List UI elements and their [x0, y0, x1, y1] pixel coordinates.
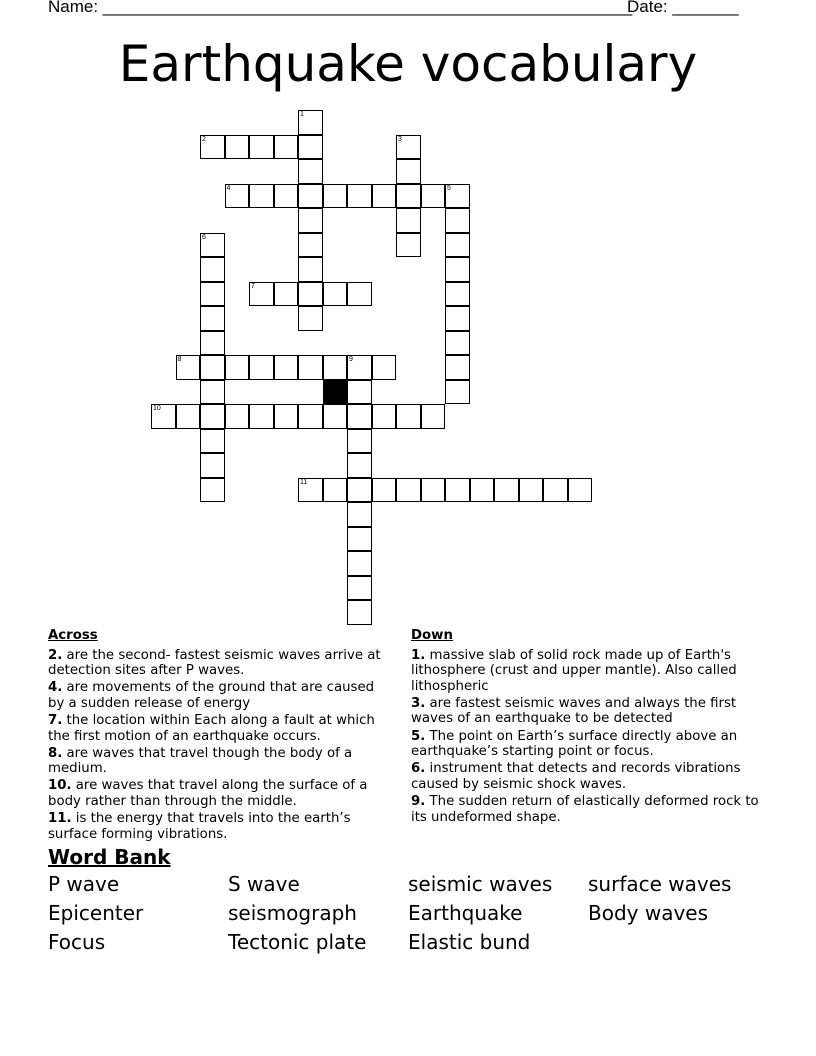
- clue-number-label: 10.: [48, 778, 72, 794]
- clue-number: 4: [226, 184, 231, 192]
- grid-cell[interactable]: [372, 184, 397, 209]
- grid-cell[interactable]: [372, 355, 397, 380]
- clue-number-label: 11.: [48, 811, 72, 827]
- grid-cell[interactable]: [200, 404, 225, 429]
- down-clue: [411, 648, 766, 695]
- down-clue: [411, 696, 766, 727]
- word-bank-item: Body waves: [588, 901, 709, 925]
- grid-cell[interactable]: [274, 404, 299, 429]
- clue-number: 1: [300, 111, 304, 118]
- grid-cell[interactable]: [200, 380, 225, 405]
- down-clues: [411, 628, 766, 827]
- word-bank-item: Earthquake: [408, 901, 523, 925]
- grid-cell[interactable]: [347, 282, 372, 307]
- grid-cell[interactable]: [372, 404, 397, 429]
- grid-cell[interactable]: [347, 600, 372, 625]
- grid-cell[interactable]: [249, 355, 274, 380]
- grid-cell[interactable]: [445, 331, 470, 356]
- clue-text: the location within Each along a fault at which the first motion of an earthquake occurs.: [48, 712, 375, 744]
- grid-cell[interactable]: [347, 576, 372, 601]
- grid-cell[interactable]: [568, 478, 593, 503]
- word-bank-title: Word Bank: [48, 845, 171, 869]
- page-title: Earthquake vocabulary: [118, 35, 698, 93]
- grid-cell[interactable]: [421, 184, 446, 209]
- grid-cell[interactable]: [225, 135, 250, 160]
- black-square: [323, 380, 348, 405]
- clue-number: 3: [398, 135, 402, 143]
- clue-number-label: 4.: [48, 680, 63, 696]
- grid-cell[interactable]: [396, 233, 421, 258]
- grid-cell[interactable]: [372, 478, 397, 503]
- across-clue-list: [48, 648, 393, 843]
- down-clue: [411, 794, 766, 825]
- grid-cell[interactable]: [298, 257, 323, 282]
- grid-cell[interactable]: [396, 159, 421, 184]
- grid-cell[interactable]: [298, 159, 323, 184]
- clue-text: The point on Earth’s surface directly above an earthquake’s starting point or focus.: [411, 728, 738, 760]
- grid-cell[interactable]: [543, 478, 568, 503]
- grid-cell[interactable]: [347, 502, 372, 527]
- grid-cell[interactable]: [323, 184, 348, 209]
- grid-cell[interactable]: [200, 478, 225, 503]
- grid-cell[interactable]: [347, 380, 372, 405]
- clue-number-label: 5.: [411, 728, 426, 744]
- grid-cell[interactable]: [445, 380, 470, 405]
- grid-cell[interactable]: [445, 208, 470, 233]
- clue-number: 5: [447, 184, 451, 192]
- grid-cell[interactable]: [298, 404, 323, 429]
- grid-cell[interactable]: [396, 404, 421, 429]
- grid-cell[interactable]: [470, 478, 495, 503]
- down-clue-list: [411, 648, 766, 826]
- down-clue: [411, 761, 766, 792]
- grid-cell[interactable]: [298, 135, 323, 160]
- grid-cell[interactable]: [347, 551, 372, 576]
- grid-cell[interactable]: [225, 355, 250, 380]
- clue-text: massive slab of solid rock made up of Earth's lithosphere (crust and upper mantle). Also called lithospheric: [411, 647, 737, 694]
- date-field-label: Date: _______: [627, 0, 739, 16]
- grid-cell[interactable]: [445, 478, 470, 503]
- grid-cell[interactable]: [445, 355, 470, 380]
- grid-cell[interactable]: [396, 184, 421, 209]
- word-bank-item: Focus: [48, 930, 106, 954]
- clue-text: instrument that detects and records vibrations caused by seismic shock waves.: [411, 761, 741, 792]
- grid-cell[interactable]: [347, 429, 372, 454]
- word-bank-item: seismograph: [228, 901, 357, 925]
- grid-cell[interactable]: [445, 233, 470, 258]
- clue-number-label: 1.: [411, 647, 426, 663]
- clue-number: 11: [300, 478, 308, 486]
- clue-text: are the second- fastest seismic waves arrive at detection sites after P waves.: [48, 647, 381, 679]
- word-bank-item: seismic waves: [408, 872, 553, 896]
- across-clues: [48, 628, 393, 844]
- grid-cell[interactable]: [176, 404, 201, 429]
- across-clue: [48, 713, 393, 744]
- word-bank-item: S wave: [228, 872, 300, 896]
- grid-cell[interactable]: [494, 478, 519, 503]
- grid-cell[interactable]: [323, 404, 348, 429]
- grid-cell[interactable]: [200, 257, 225, 282]
- grid-cell[interactable]: [200, 331, 225, 356]
- grid-cell[interactable]: [421, 404, 446, 429]
- clue-number: 6: [202, 233, 206, 241]
- grid-cell[interactable]: [347, 453, 372, 478]
- grid-cell[interactable]: [347, 404, 372, 429]
- clue-text: are movements of the ground that are caused by a sudden release of energy: [48, 680, 375, 711]
- word-bank-item: surface waves: [588, 872, 732, 896]
- word-bank-item: Epicenter: [48, 901, 144, 925]
- grid-cell[interactable]: [200, 429, 225, 454]
- clue-number-label: 8.: [48, 745, 63, 761]
- grid-cell[interactable]: [298, 233, 323, 258]
- grid-cell[interactable]: [274, 184, 299, 209]
- word-bank-item: Tectonic plate: [228, 930, 367, 954]
- across-heading: Across: [48, 628, 98, 643]
- clue-number-label: 7.: [48, 712, 63, 728]
- grid-cell[interactable]: [323, 478, 348, 503]
- clue-text: are fastest seismic waves and always the first waves of an earthquake to be detected: [411, 695, 737, 727]
- grid-cell[interactable]: [249, 135, 274, 160]
- grid-cell[interactable]: [396, 208, 421, 233]
- grid-cell[interactable]: [298, 208, 323, 233]
- clue-text: is the energy that travels into the earth’s surface forming vibrations.: [48, 811, 351, 842]
- clue-number: 8: [177, 356, 182, 363]
- word-bank-item: Elastic bund: [408, 930, 531, 954]
- grid-cell[interactable]: [274, 355, 299, 380]
- grid-cell[interactable]: [396, 478, 421, 503]
- grid-cell[interactable]: [421, 478, 446, 503]
- name-field-label: Name: ________________________________________________________: [48, 0, 633, 16]
- clue-number: 7: [251, 282, 255, 290]
- grid-cell[interactable]: [298, 282, 323, 307]
- grid-cell[interactable]: [347, 184, 372, 209]
- grid-cell[interactable]: [249, 184, 274, 209]
- word-bank-item: P wave: [48, 872, 120, 896]
- clue-text: are waves that travel though the body of a medium.: [48, 745, 353, 777]
- clue-number-label: 3.: [411, 695, 426, 711]
- grid-cell[interactable]: [274, 135, 299, 160]
- down-heading: Down: [411, 628, 453, 643]
- grid-cell[interactable]: [249, 404, 274, 429]
- across-clue: [48, 680, 393, 711]
- grid-cell[interactable]: [200, 282, 225, 307]
- clue-number-label: 6.: [411, 761, 426, 777]
- word-bank: [48, 873, 768, 954]
- across-clue: [48, 648, 393, 679]
- clue-number: 10: [153, 405, 161, 412]
- clue-number-label: 9.: [411, 793, 426, 809]
- across-clue: [48, 746, 393, 777]
- clue-text: The sudden return of elastically deformed rock to its undeformed shape.: [411, 793, 759, 825]
- clue-number-label: 2.: [48, 647, 63, 663]
- across-clue: [48, 811, 393, 842]
- grid-cell[interactable]: [298, 184, 323, 209]
- grid-cell[interactable]: [323, 282, 348, 307]
- clue-number: 9: [349, 356, 353, 363]
- grid-cell[interactable]: [445, 306, 470, 331]
- grid-cell[interactable]: [298, 306, 323, 331]
- grid-cell[interactable]: [200, 355, 225, 380]
- down-clue: [411, 729, 766, 760]
- grid-cell[interactable]: [347, 527, 372, 552]
- grid-cell[interactable]: [445, 282, 470, 307]
- grid-cell[interactable]: [519, 478, 544, 503]
- grid-cell[interactable]: [200, 453, 225, 478]
- grid-cell[interactable]: [445, 257, 470, 282]
- clue-number: 2: [202, 135, 206, 143]
- clue-text: are waves that travel along the surface of a body rather than through the middle.: [48, 778, 368, 809]
- grid-cell[interactable]: [200, 306, 225, 331]
- grid-cell[interactable]: [274, 282, 299, 307]
- grid-cell[interactable]: [298, 355, 323, 380]
- grid-cell[interactable]: [323, 355, 348, 380]
- across-clue: [48, 778, 393, 809]
- grid-cell[interactable]: [225, 404, 250, 429]
- grid-cell[interactable]: [347, 478, 372, 503]
